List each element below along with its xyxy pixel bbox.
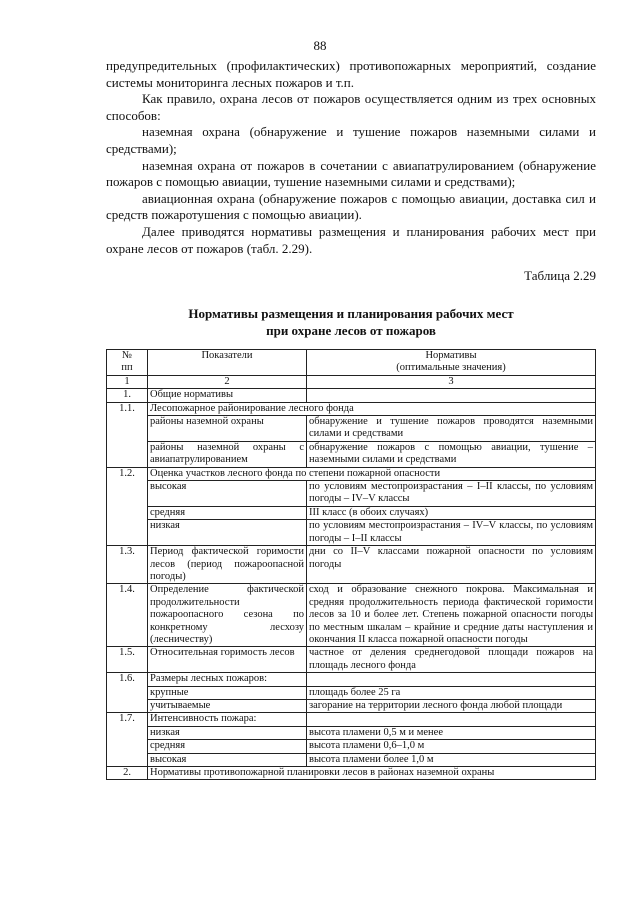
row-indicator: средняя — [148, 740, 307, 753]
row-num: 1.4. — [107, 584, 148, 647]
table-row — [107, 506, 596, 519]
row-indicator: низкая — [148, 520, 307, 546]
row-value — [307, 389, 596, 402]
table-header-row — [107, 350, 596, 376]
col-number: 2 — [148, 375, 307, 388]
table-title — [106, 305, 596, 339]
table-row — [107, 481, 596, 507]
table-row — [107, 467, 596, 480]
row-value: сход и образование снежного покрова. Максимальная и средняя продолжительность периода фактической горимости лесов за 10 и более лет. Степень пожарной опасности погоды по местным шкалам – крайние и средние даты наступления и окончания II класса пожарной опасности погоды — [307, 584, 596, 647]
header-norm: Нормативы — [425, 350, 477, 361]
header-num-cell — [107, 350, 148, 376]
table-title-line: при охране лесов от пожаров — [266, 323, 436, 338]
row-indicator: высокая — [148, 481, 307, 507]
row-value: по условиям местопроизрастания – I–II классы, по условиям погоды – IV–V классы — [307, 481, 596, 507]
table-row — [107, 416, 596, 442]
paragraph: наземная охрана от пожаров в сочетании с авиапатрулированием (обнаружение пожаров с помощью авиации, тушение наземными силами и средствами); — [106, 157, 596, 190]
table-row — [107, 402, 596, 415]
header-num: № — [121, 350, 133, 361]
table-row — [107, 441, 596, 467]
table-title-line: Нормативы размещения и планирования рабочих мест — [188, 306, 514, 321]
table-row — [107, 647, 596, 673]
header-pp: пп — [121, 362, 133, 374]
row-value: загорание на территории лесного фонда любой площади — [307, 699, 596, 712]
table-row — [107, 713, 596, 726]
row-indicator: Размеры лесных пожаров: — [148, 673, 307, 686]
row-value: III класс (в обоих случаях) — [307, 506, 596, 519]
row-indicator: Определение фактической продолжительности пожароопасного сезона по конкретному лесхозу (лесничеству) — [148, 584, 307, 647]
header-norm-cell — [307, 350, 596, 376]
row-num: 1.2. — [107, 467, 148, 545]
row-num: 1.1. — [107, 402, 148, 467]
table-label: Таблица 2.29 — [524, 268, 596, 283]
table-row — [107, 740, 596, 753]
row-value: обнаружение пожаров с помощью авиации, тушение – наземными силами и средствами — [307, 441, 596, 467]
row-value: обнаружение и тушение пожаров проводятся наземными силами и средствами — [307, 416, 596, 442]
row-indicator: районы наземной охраны — [148, 416, 307, 442]
paragraph: предупредительных (профилактических) противопожарных мероприятий, создание системы мониторинга лесных пожаров и т.п. — [106, 58, 596, 90]
row-indicator: средняя — [148, 506, 307, 519]
row-indicator: Общие нормативы — [148, 389, 307, 402]
header-indicator: Показатели — [148, 350, 307, 376]
row-num: 1.3. — [107, 546, 148, 584]
row-num: 1.5. — [107, 647, 148, 673]
row-num: 1. — [107, 389, 148, 402]
table-row — [107, 584, 596, 647]
row-value — [307, 713, 596, 726]
col-number: 1 — [107, 375, 148, 388]
row-num: 1.6. — [107, 673, 148, 713]
header-norm-sub: (оптимальные значения) — [396, 362, 506, 374]
paragraph: Далее приводятся нормативы размещения и планирования рабочих мест при охране лесов от пожаров (табл. 2.29). — [106, 223, 596, 256]
body-text — [106, 58, 596, 257]
row-num: 2. — [107, 767, 148, 780]
row-value: частное от деления среднегодовой площади пожаров на площадь лесного фонда — [307, 647, 596, 673]
row-indicator: крупные — [148, 686, 307, 699]
table-row — [107, 726, 596, 739]
row-indicator: районы наземной охраны с авиапатрулированием — [148, 441, 307, 467]
row-value — [307, 673, 596, 686]
paragraph: авиационная охрана (обнаружение пожаров с помощью авиации, доставка сил и средств пожаротушения с помощью авиации). — [106, 190, 596, 223]
column-number-row — [107, 375, 596, 388]
row-indicator: Оценка участков лесного фонда по степени пожарной опасности — [148, 467, 596, 480]
table-row — [107, 520, 596, 546]
table-row — [107, 699, 596, 712]
row-indicator: высокая — [148, 753, 307, 766]
row-indicator: низкая — [148, 726, 307, 739]
row-num: 1.7. — [107, 713, 148, 767]
row-value: дни со II–V классами пожарной опасности по условиям погоды — [307, 546, 596, 584]
row-indicator: Лесопожарное районирование лесного фонда — [148, 402, 596, 415]
row-indicator: Относительная горимость лесов — [148, 647, 307, 673]
row-indicator: Период фактической горимости лесов (период пожароопасной погоды) — [148, 546, 307, 584]
row-indicator: Интенсивность пожара: — [148, 713, 307, 726]
table-row — [107, 673, 596, 686]
norms-table — [106, 349, 596, 780]
col-number: 3 — [307, 375, 596, 388]
row-indicator: Нормативы противопожарной планировки лесов в районах наземной охраны — [148, 767, 596, 780]
table-row — [107, 686, 596, 699]
table-row — [107, 767, 596, 780]
paragraph: Как правило, охрана лесов от пожаров осуществляется одним из трех основных способов: — [106, 91, 596, 123]
paragraph: наземная охрана (обнаружение и тушение пожаров наземными силами и средствами); — [106, 124, 596, 156]
table-row — [107, 389, 596, 402]
row-value: по условиям местопроизрастания – IV–V классы, по условиям погоды – I–II классы — [307, 520, 596, 546]
row-value: высота пламени 0,5 м и менее — [307, 726, 596, 739]
page-number: 88 — [313, 38, 327, 53]
row-value: высота пламени более 1,0 м — [307, 753, 596, 766]
table-row — [107, 546, 596, 584]
row-value: площадь более 25 га — [307, 686, 596, 699]
table-row — [107, 753, 596, 766]
row-indicator: учитываемые — [148, 699, 307, 712]
row-value: высота пламени 0,6–1,0 м — [307, 740, 596, 753]
